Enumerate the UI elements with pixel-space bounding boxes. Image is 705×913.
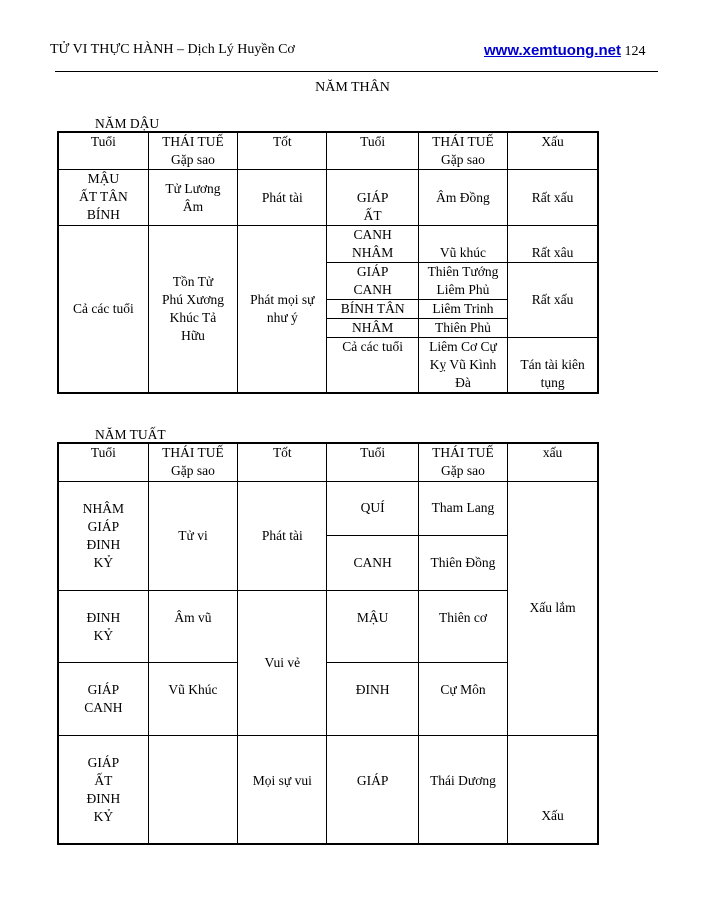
table-cell: GIÁP: [327, 735, 418, 844]
table-cell: Thiên cơ: [418, 590, 507, 662]
table-cell: Liêm Cơ Cự Kỵ Vũ Kình Đà: [418, 338, 507, 394]
table-cell: Phát tài: [238, 481, 327, 590]
table-cell: Vũ khúc: [418, 226, 507, 263]
table-cell: CANH: [327, 535, 418, 590]
table1-label: NĂM DẬU: [95, 116, 160, 131]
table1-header-tuoi2: Tuổi: [327, 132, 418, 170]
table-cell: Rất xâu: [508, 226, 598, 263]
table2-header-thaitue2: THÁI TUẾ Gặp sao: [418, 443, 507, 481]
table-row: [58, 170, 598, 226]
table-cell: ĐINH: [327, 662, 418, 735]
table1-header-tot: Tốt: [238, 132, 327, 170]
table-cell: BÍNH TÂN: [327, 300, 418, 319]
table-cell: NHÂM GIÁP ĐINH KỶ: [58, 481, 148, 590]
table2: [57, 442, 599, 845]
table-cell: Tán tài kiên tụng: [508, 338, 598, 394]
table-cell: NHÂM: [327, 319, 418, 338]
table-cell: Tử vi: [148, 481, 237, 590]
page-number: 124: [624, 44, 646, 59]
table-cell: GIÁP CANH: [58, 662, 148, 735]
table-cell: GIÁP CANH: [327, 263, 418, 300]
table-cell: Tồn Tử Phú Xương Khúc Tả Hữu: [148, 226, 237, 394]
section-title: NĂM THÂN: [315, 80, 390, 95]
table-cell: Tử Lương Âm: [148, 170, 237, 226]
table-cell: Âm vũ: [148, 590, 237, 662]
table-cell: GIÁP ẤT ĐINH KỶ: [58, 735, 148, 844]
table2-header-tuoi2: Tuổi: [327, 443, 418, 481]
table-cell: Cả các tuổi: [327, 338, 418, 394]
table-cell: GIÁP ẤT: [327, 170, 418, 226]
table2-header-xau: xấu: [508, 443, 598, 481]
table-cell: Thiên Đồng: [418, 535, 507, 590]
table-row: [58, 226, 598, 263]
table1-header-tuoi1: Tuổi: [58, 132, 148, 170]
table1-header-row: [58, 132, 598, 170]
table-cell: MẬU: [327, 590, 418, 662]
table-cell: CANH NHÂM: [327, 226, 418, 263]
table-cell: Thái Dương: [418, 735, 507, 844]
table-cell: Thiên Phủ: [418, 319, 507, 338]
table-cell: Vui vẻ: [238, 590, 327, 735]
table-cell: Rất xấu: [508, 170, 598, 226]
table1-header-thaitue2: THÁI TUẾ Gặp sao: [418, 132, 507, 170]
table-cell: Cự Môn: [418, 662, 507, 735]
website-link[interactable]: www.xemtuong.net: [484, 42, 621, 59]
table-cell: QUÍ: [327, 481, 418, 535]
table-cell: Âm Đồng: [418, 170, 507, 226]
table2-header-tot: Tốt: [238, 443, 327, 481]
table2-header-row: [58, 443, 598, 481]
table-cell: Xấu lắm: [508, 481, 598, 735]
table1: [57, 131, 599, 394]
table-cell: Phát mọi sự như ý: [238, 226, 327, 394]
table-cell: Phát tài: [238, 170, 327, 226]
table-cell: MẬU ẤT TÂN BÍNH: [58, 170, 148, 226]
table-cell: Xấu: [508, 735, 598, 844]
table1-header-xau: Xấu: [508, 132, 598, 170]
table-cell: Rất xấu: [508, 263, 598, 338]
table-cell: [148, 735, 237, 844]
table1-header-thaitue1: THÁI TUẾ Gặp sao: [148, 132, 237, 170]
table-cell: Tham Lang: [418, 481, 507, 535]
table2-header-tuoi1: Tuổi: [58, 443, 148, 481]
table-cell: ĐINH KỶ: [58, 590, 148, 662]
table-cell: Thiên Tướng Liêm Phủ: [418, 263, 507, 300]
table-cell: Liêm Trinh: [418, 300, 507, 319]
table2-header-thaitue1: THÁI TUẾ Gặp sao: [148, 443, 237, 481]
table-cell: Mọi sự vui: [238, 735, 327, 844]
table-row: [58, 735, 598, 844]
table-cell: Cả các tuổi: [58, 226, 148, 394]
header-right: [484, 42, 645, 60]
book-title: TỬ VI THỰC HÀNH – Dịch Lý Huyền Cơ: [50, 42, 295, 57]
table-cell: Vũ Khúc: [148, 662, 237, 735]
table2-label: NĂM TUẤT: [95, 427, 166, 442]
header-rule: [55, 71, 658, 72]
table-row: [58, 481, 598, 535]
